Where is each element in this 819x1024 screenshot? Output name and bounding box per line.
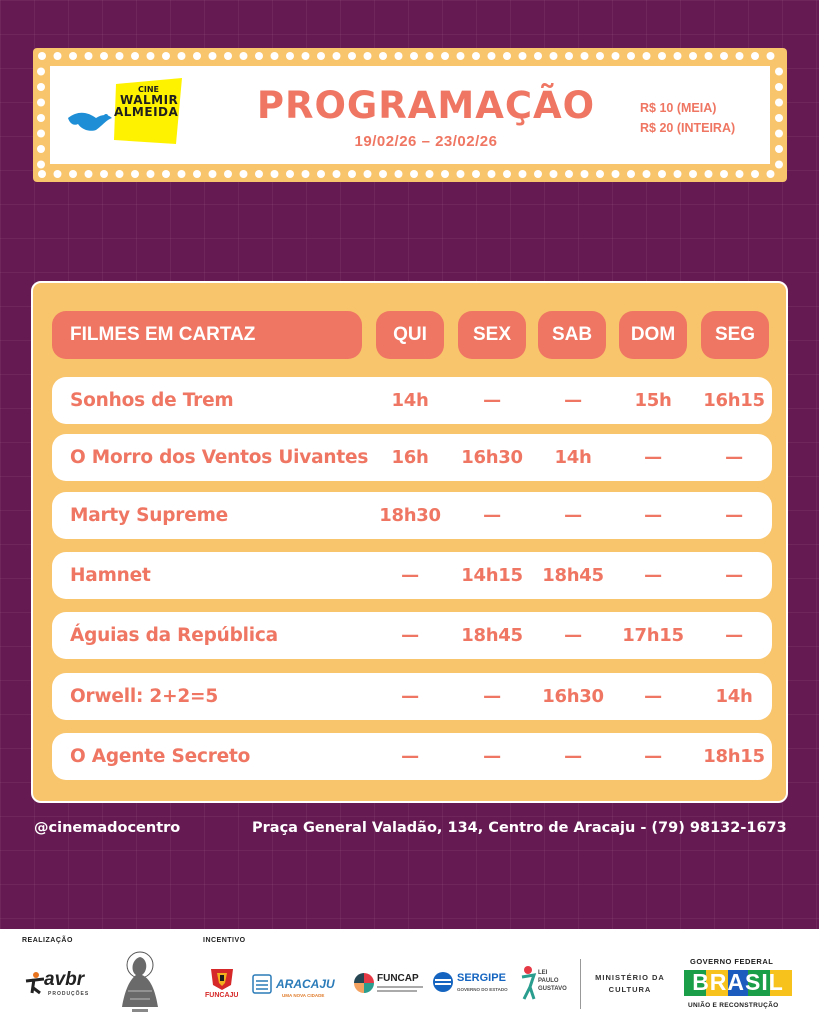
- marquee-light: [775, 99, 783, 107]
- marquee-light: [767, 52, 775, 60]
- marquee-light: [37, 145, 45, 153]
- marquee-light: [674, 52, 682, 60]
- movie-title: Águias da República: [70, 625, 278, 646]
- showtime: —: [564, 390, 582, 411]
- schedule-panel: [31, 281, 788, 803]
- aracaju-sub: UMA NOVA CIDADE: [282, 993, 325, 998]
- price-half: R$ 10 (MEIA): [640, 101, 717, 115]
- showtime: —: [401, 686, 419, 707]
- showtime: 14h: [554, 447, 592, 468]
- day-header-qui: QUI: [376, 311, 444, 359]
- marquee-light: [627, 52, 635, 60]
- marquee-light: [643, 52, 651, 60]
- day-header-sex: SEX: [458, 311, 526, 359]
- funcaju-emblem-icon: [207, 967, 237, 991]
- marquee-light: [364, 170, 372, 178]
- schedule-header-title: FILMES EM CARTAZ: [52, 311, 362, 359]
- marquee-light: [271, 170, 279, 178]
- showtime: —: [401, 625, 419, 646]
- marquee-light: [550, 170, 558, 178]
- movie-title: Marty Supreme: [70, 505, 228, 526]
- funcap-pinwheel-icon: [354, 973, 374, 993]
- showtime: —: [564, 625, 582, 646]
- movie-title: Hamnet: [70, 565, 151, 586]
- footer-divider: [580, 959, 581, 1009]
- marquee-light: [767, 170, 775, 178]
- marquee-light: [147, 170, 155, 178]
- marquee-light: [348, 52, 356, 60]
- marquee-light: [565, 52, 573, 60]
- marquee-light: [116, 52, 124, 60]
- showtime: —: [644, 565, 662, 586]
- marquee-light: [193, 52, 201, 60]
- marquee-light: [751, 52, 759, 60]
- showtime: 18h45: [461, 625, 523, 646]
- marquee-light: [37, 99, 45, 107]
- showtime: —: [644, 447, 662, 468]
- marquee-light: [286, 52, 294, 60]
- sergipe-text: SERGIPE: [457, 972, 506, 984]
- marquee-light: [720, 52, 728, 60]
- marquee-light: [38, 52, 46, 60]
- marquee-light: [472, 52, 480, 60]
- marquee-light: [503, 52, 511, 60]
- marquee-light: [775, 114, 783, 122]
- marquee-light: [333, 52, 341, 60]
- marquee-light: [116, 170, 124, 178]
- marquee-light: [534, 170, 542, 178]
- marquee-light: [37, 130, 45, 138]
- marquee-light: [162, 52, 170, 60]
- marquee-light: [162, 170, 170, 178]
- movie-title: O Morro dos Ventos Uivantes: [70, 447, 369, 468]
- marquee-light: [519, 52, 527, 60]
- header-card: [50, 66, 770, 164]
- marquee-light: [534, 52, 542, 60]
- marquee-light: [441, 170, 449, 178]
- movie-row: [52, 612, 772, 659]
- showtime: —: [725, 625, 743, 646]
- movie-row: [52, 552, 772, 599]
- marquee-light: [240, 170, 248, 178]
- movie-row: [52, 434, 772, 481]
- showtime: 16h: [391, 447, 429, 468]
- marquee-light: [472, 170, 480, 178]
- lpg-line-3: GUSTAVO: [538, 986, 567, 992]
- showtime: —: [644, 686, 662, 707]
- showtime: 16h15: [703, 390, 765, 411]
- marquee-light: [720, 170, 728, 178]
- marquee-light: [271, 52, 279, 60]
- showtime: —: [725, 505, 743, 526]
- showtime: 14h: [391, 390, 429, 411]
- date-range: 19/02/26 – 23/02/26: [354, 133, 498, 150]
- marquee-light: [705, 170, 713, 178]
- marquee-light: [224, 170, 232, 178]
- funcaju-text: FUNCAJU: [205, 992, 239, 999]
- marquee-light: [658, 170, 666, 178]
- realizacao-label: REALIZAÇÃO: [22, 937, 73, 944]
- marquee-light: [775, 130, 783, 138]
- marquee-light: [85, 170, 93, 178]
- marquee-light: [689, 170, 697, 178]
- marquee-light: [379, 170, 387, 178]
- day-header-sab: SAB: [538, 311, 606, 359]
- movie-row: [52, 673, 772, 720]
- avbr-text: avbr: [44, 969, 85, 990]
- marquee-light: [37, 68, 45, 76]
- day-header-dom: DOM: [619, 311, 687, 359]
- gov-main: BRASIL: [692, 969, 784, 995]
- marquee-light: [379, 52, 387, 60]
- aracaju-crest-icon: [252, 973, 272, 995]
- marquee-light: [54, 170, 62, 178]
- marquee-light: [255, 52, 263, 60]
- marquee-light: [364, 52, 372, 60]
- showtime: —: [483, 746, 501, 767]
- movie-title: Sonhos de Trem: [70, 390, 234, 411]
- showtime: —: [725, 565, 743, 586]
- lpg-line-2: PAULO: [538, 978, 559, 984]
- marquee-light: [54, 52, 62, 60]
- day-header-seg: SEG: [701, 311, 769, 359]
- marquee-light: [178, 52, 186, 60]
- marquee-light: [658, 52, 666, 60]
- marquee-light: [100, 52, 108, 60]
- marquee-light: [457, 170, 465, 178]
- marquee-light: [224, 52, 232, 60]
- marquee-light: [519, 170, 527, 178]
- marquee-light: [775, 145, 783, 153]
- showtime: —: [483, 390, 501, 411]
- funcap-subline: [377, 986, 423, 988]
- marquee-light: [612, 170, 620, 178]
- ministerio-line-1: MINISTÉRIO DA: [595, 973, 665, 982]
- avbr-logo: [24, 969, 98, 999]
- showtime: 18h15: [703, 746, 765, 767]
- marquee-light: [775, 68, 783, 76]
- page-title: PROGRAMAÇÃO: [256, 84, 596, 127]
- marquee-light: [596, 52, 604, 60]
- marquee-light: [426, 52, 434, 60]
- marquee-light: [395, 52, 403, 60]
- marquee-light: [581, 170, 589, 178]
- marquee-header: [33, 48, 787, 182]
- marquee-light: [503, 170, 511, 178]
- lei-paulo-gustavo-logo: [518, 965, 574, 1005]
- sergipe-sub: GOVERNO DO ESTADO: [457, 987, 508, 992]
- showtime: —: [483, 686, 501, 707]
- funcap-subline: [377, 990, 417, 992]
- ministerio-cultura-logo: [590, 973, 670, 999]
- sergipe-emblem-icon: [432, 971, 454, 993]
- marquee-light: [395, 170, 403, 178]
- marquee-light: [37, 114, 45, 122]
- movie-row: [52, 492, 772, 539]
- marquee-light: [410, 170, 418, 178]
- marquee-light: [775, 161, 783, 169]
- marquee-light: [317, 170, 325, 178]
- lpg-line-1: LEI: [538, 970, 548, 976]
- showtime: 14h: [715, 686, 753, 707]
- marquee-light: [317, 52, 325, 60]
- logo-line-1: CINE: [138, 85, 160, 94]
- price-full: R$ 20 (INTEIRA): [640, 121, 736, 135]
- funcap-text: FUNCAP: [377, 973, 419, 984]
- showtime: 16h30: [542, 686, 604, 707]
- marquee-light: [85, 52, 93, 60]
- marquee-light: [751, 170, 759, 178]
- movie-title: O Agente Secreto: [70, 746, 251, 767]
- avbr-sub: PRODUÇÕES: [48, 991, 90, 997]
- marquee-light: [69, 170, 77, 178]
- funcap-logo: [354, 971, 426, 997]
- marquee-light: [37, 83, 45, 91]
- showtime: —: [401, 746, 419, 767]
- marquee-light: [488, 52, 496, 60]
- marquee-light: [643, 170, 651, 178]
- incentivo-label: INCENTIVO: [203, 937, 246, 944]
- marquee-light: [410, 52, 418, 60]
- sergipe-logo: [432, 969, 512, 999]
- showtime: —: [725, 447, 743, 468]
- showtime: 18h30: [379, 505, 441, 526]
- marquee-light: [147, 52, 155, 60]
- ministerio-line-2: CULTURA: [608, 985, 652, 994]
- marquee-light: [426, 170, 434, 178]
- logo-text: [114, 86, 178, 118]
- brasil-wordmark: [684, 968, 792, 998]
- marquee-light: [581, 52, 589, 60]
- marquee-light: [38, 170, 46, 178]
- marquee-light: [674, 170, 682, 178]
- marquee-light: [441, 52, 449, 60]
- logo-line-2: WALMIR: [120, 93, 179, 107]
- instagram-handle[interactable]: @cinemadocentro: [34, 820, 181, 836]
- lpg-figure-icon: [518, 965, 538, 1001]
- movie-row: [52, 377, 772, 424]
- marquee-light: [736, 170, 744, 178]
- showtime: —: [564, 505, 582, 526]
- price-list: [640, 98, 735, 138]
- marquee-light: [302, 52, 310, 60]
- marquee-light: [488, 170, 496, 178]
- marquee-light: [775, 83, 783, 91]
- showtime: 16h30: [461, 447, 523, 468]
- marquee-light: [286, 170, 294, 178]
- marquee-light: [69, 52, 77, 60]
- showtime: 15h: [634, 390, 672, 411]
- marquee-light: [596, 170, 604, 178]
- lpg-text: [538, 969, 567, 993]
- showtime: —: [564, 746, 582, 767]
- governo-federal-logo: [682, 957, 796, 1013]
- showtime: —: [483, 505, 501, 526]
- marquee-light: [100, 170, 108, 178]
- sponsor-footer: [0, 929, 819, 1024]
- marquee-light: [736, 52, 744, 60]
- aracaju-logo: [252, 969, 338, 1001]
- aracaju-text: ARACAJU: [276, 977, 335, 991]
- marquee-light: [348, 170, 356, 178]
- marquee-light: [209, 52, 217, 60]
- marquee-light: [333, 170, 341, 178]
- marquee-light: [193, 170, 201, 178]
- marquee-light: [550, 52, 558, 60]
- showtime: —: [401, 565, 419, 586]
- movie-row: [52, 733, 772, 780]
- cine-walmir-almeida-logo: [66, 74, 186, 154]
- funcaju-logo: [204, 967, 240, 1003]
- marquee-light: [240, 52, 248, 60]
- movie-title: Orwell: 2+2=5: [70, 686, 219, 707]
- woodcut-figure-logo: [118, 951, 162, 1017]
- marquee-light: [131, 52, 139, 60]
- marquee-light: [302, 170, 310, 178]
- showtime: 17h15: [622, 625, 684, 646]
- marquee-light: [565, 170, 573, 178]
- showtime: 18h45: [542, 565, 604, 586]
- marquee-light: [457, 52, 465, 60]
- showtime: —: [644, 746, 662, 767]
- marquee-light: [209, 170, 217, 178]
- avbr-figure-icon: [24, 971, 44, 995]
- marquee-light: [689, 52, 697, 60]
- address-phone: Praça General Valadão, 134, Centro de Aracaju - (79) 98132-1673: [252, 820, 787, 836]
- marquee-light: [255, 170, 263, 178]
- marquee-light: [705, 52, 713, 60]
- marquee-light: [178, 170, 186, 178]
- marquee-light: [627, 170, 635, 178]
- marquee-light: [37, 161, 45, 169]
- logo-line-3: ALMEIDA: [114, 105, 179, 119]
- showtime: 14h15: [461, 565, 523, 586]
- marquee-light: [612, 52, 620, 60]
- marquee-light: [131, 170, 139, 178]
- gov-top: GOVERNO FEDERAL: [690, 957, 774, 966]
- showtime: —: [644, 505, 662, 526]
- gov-sub: UNIÃO E RECONSTRUÇÃO: [688, 1002, 779, 1009]
